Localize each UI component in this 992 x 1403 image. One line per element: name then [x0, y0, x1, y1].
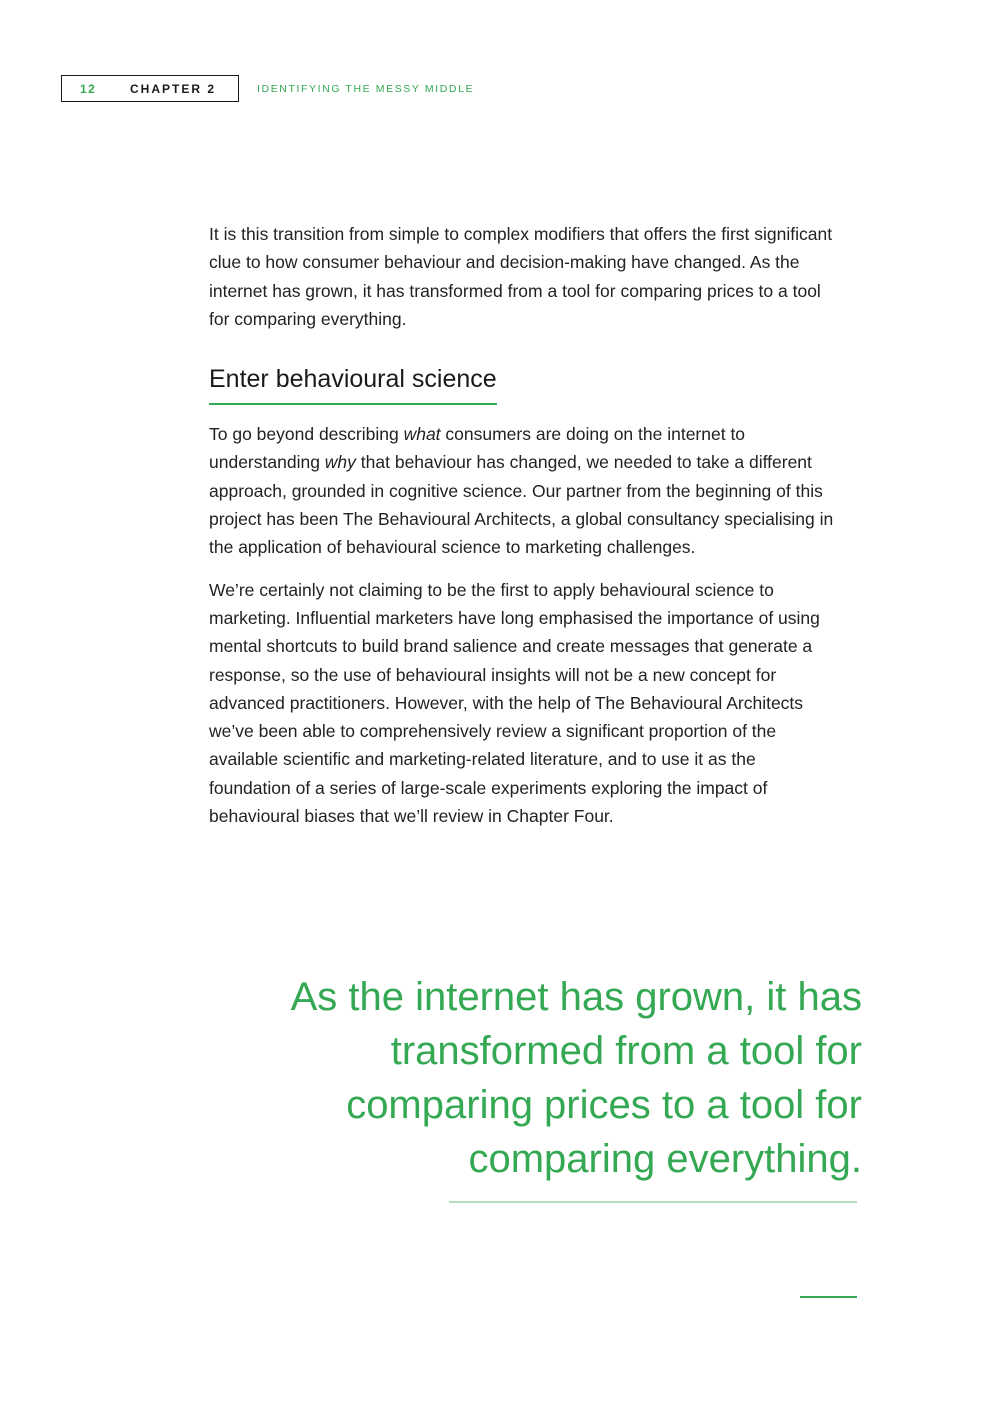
- pull-quote: [240, 970, 862, 1186]
- section-title: IDENTIFYING THE MESSY MIDDLE: [257, 83, 475, 95]
- main-content: [209, 220, 839, 830]
- text-span: consumers are doing on the internet to understanding: [209, 424, 746, 473]
- pull-quote-line-1: As the internet has grown, it has: [290, 975, 862, 1019]
- pull-quote-line-2: transformed from a tool for: [390, 1029, 862, 1073]
- header-chapter-box: [61, 75, 239, 102]
- text-span: that behaviour has changed, we needed to take a different approach, grounded in cognitive science. Our partner from the beginning of this project has been The Behavioural Architects, a global consultancy specialising in the application of behavioural science to marketing challenges.: [209, 452, 834, 558]
- text-span: To go beyond describing: [209, 424, 404, 445]
- body-paragraph-1: [209, 420, 839, 561]
- pull-quote-divider: [449, 1201, 857, 1203]
- footer-accent-rule: [800, 1296, 857, 1298]
- chapter-label: CHAPTER 2: [130, 82, 217, 96]
- intro-paragraph: It is this transition from simple to complex modifiers that offers the first significant clue to how consumer behaviour and decision-making have changed. As the internet has grown, it has transformed from a tool for comparing prices to a tool for comparing everything.: [209, 224, 833, 329]
- emphasis-what: what: [403, 424, 441, 445]
- emphasis-why: why: [324, 452, 356, 473]
- section-heading-underline: [209, 363, 497, 405]
- pull-quote-line-4: comparing everything.: [468, 1137, 862, 1181]
- page-number: 12: [80, 82, 97, 96]
- section-heading: Enter behavioural science: [209, 365, 497, 394]
- pull-quote-line-3: comparing prices to a tool for: [346, 1083, 862, 1127]
- body-paragraph-2: We’re certainly not claiming to be the first to apply behavioural science to marketing. Influential marketers have long emphasised the importance of using mental shortcuts to build brand salience and create messages that generate a response, so the use of behavioural insights will not be a new concept for advanced practitioners. However, with the help of The Behavioural Architects we’ve been able to comprehensively review a significant proportion of the available scientific and marketing-related literature, and to use it as the foundation of a series of large-scale experiments exploring the impact of behavioural biases that we’ll review in Chapter Four.: [209, 579, 820, 827]
